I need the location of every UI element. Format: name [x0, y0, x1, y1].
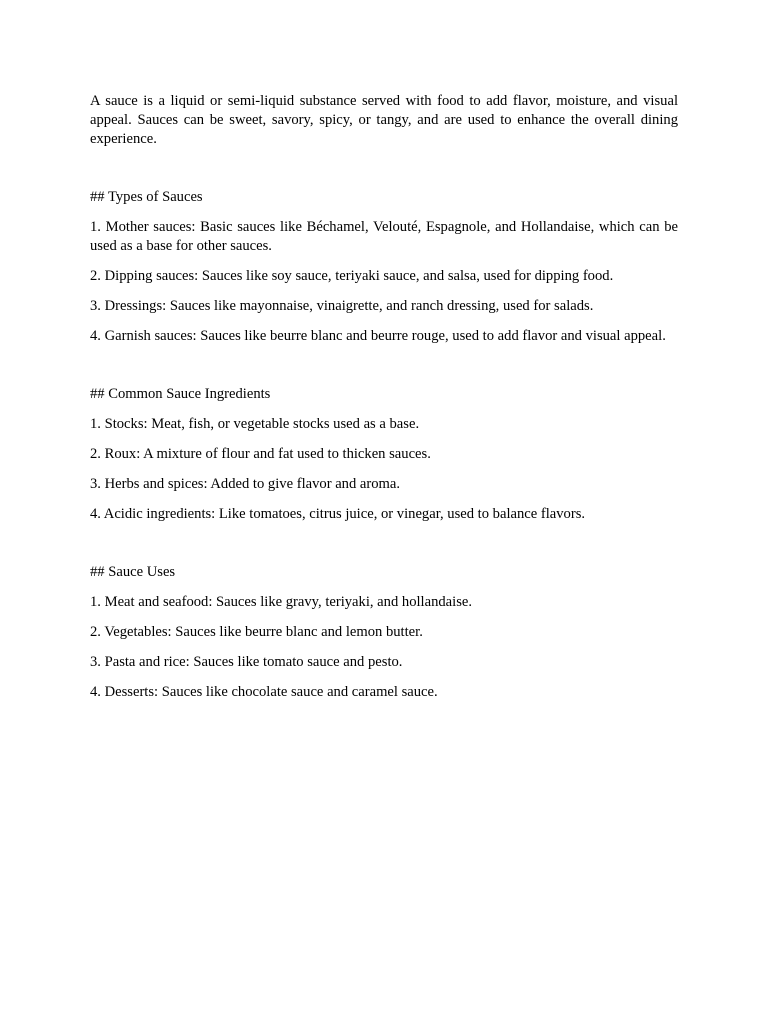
section-sauce-uses: [90, 563, 678, 702]
list-item: 3. Herbs and spices: Added to give flavor and aroma.: [90, 476, 401, 492]
section-common-sauce-ingredients: [90, 385, 678, 524]
section-heading: ## Types of Sauces: [90, 189, 203, 205]
list-item: 1. Meat and seafood: Sauces like gravy, teriyaki, and hollandaise.: [90, 594, 473, 610]
section-types-of-sauces: [90, 188, 678, 346]
list-item: 1. Mother sauces: Basic sauces like Béchamel, Velouté, Espagnole, and Hollandaise, which can be used as a base for other sauces.: [90, 219, 678, 254]
section-heading: ## Common Sauce Ingredients: [90, 386, 271, 402]
list-item: 2. Dipping sauces: Sauces like soy sauce, teriyaki sauce, and salsa, used for dipping food.: [90, 268, 614, 284]
list-item: 3. Dressings: Sauces like mayonnaise, vinaigrette, and ranch dressing, used for salads.: [90, 298, 594, 314]
list-item: 4. Acidic ingredients: Like tomatoes, citrus juice, or vinegar, used to balance flavors.: [90, 506, 586, 522]
list-item: 2. Roux: A mixture of flour and fat used to thicken sauces.: [90, 446, 431, 462]
list-item: 2. Vegetables: Sauces like beurre blanc and lemon butter.: [90, 624, 423, 640]
list-item: 1. Stocks: Meat, fish, or vegetable stocks used as a base.: [90, 416, 420, 432]
intro-paragraph: A sauce is a liquid or semi-liquid substance served with food to add flavor, moisture, and visual appeal. Sauces can be sweet, savory, spicy, or tangy, and are used to enhance the overall dining experience.: [90, 93, 678, 147]
list-item: 3. Pasta and rice: Sauces like tomato sauce and pesto.: [90, 654, 403, 670]
document-page: [90, 92, 678, 741]
list-item: 4. Garnish sauces: Sauces like beurre blanc and beurre rouge, used to add flavor and visual appeal.: [90, 328, 666, 344]
section-heading: ## Sauce Uses: [90, 564, 176, 580]
list-item: 4. Desserts: Sauces like chocolate sauce and caramel sauce.: [90, 684, 438, 700]
